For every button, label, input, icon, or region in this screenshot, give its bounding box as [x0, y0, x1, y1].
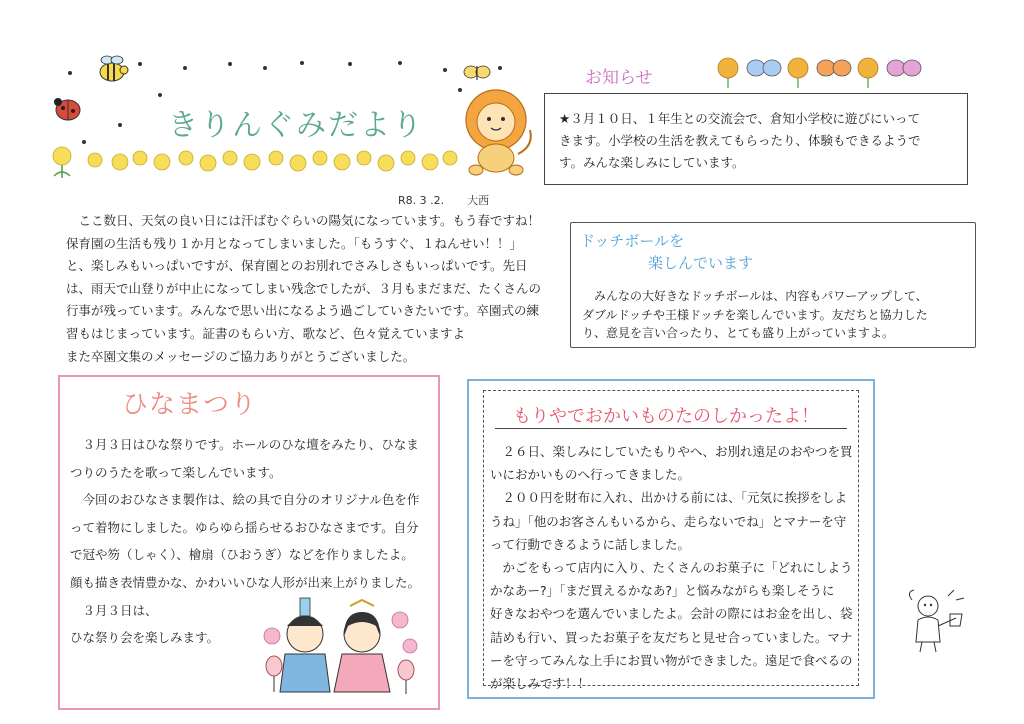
dodgeball-title-line1: ドッチボールを [580, 232, 685, 250]
dodgeball-line: ダブルドッチや王様ドッチを楽しんでいます。友だちと協力した [582, 307, 928, 322]
hinamatsuri-line: って着物にしました。ゆらゆら揺らせるおひなさまです。自分 [70, 519, 419, 535]
notice-box [544, 93, 968, 185]
hinamatsuri-title: ひなまつり [122, 390, 258, 420]
dodgeball-line: り、意見を言い合ったり、とても盛り上がっていますよ。 [582, 326, 895, 340]
lion-illustration [458, 86, 540, 178]
intro-line: また卒園文集のメッセージのご協力ありがとうございました。 [66, 348, 416, 364]
shopping-line: ２００円を財布に入れ、出かける前には、「元気に挨拶をしよ [502, 490, 848, 506]
flower-butterfly-row [712, 54, 922, 90]
hinamatsuri-line: で冠や笏（しゃく）、檜扇（ひおうぎ）などを作りましたよ。 [70, 547, 414, 563]
shopping-text [490, 440, 856, 695]
shopping-line: 詰めも行い、買ったお菓子を友だちと見せ合っていました。マナ [490, 629, 853, 645]
dodgeball-title-line2: 楽しんでいます [648, 254, 754, 272]
intro-text [66, 210, 566, 368]
ladybug-icon [54, 98, 80, 120]
issue-date [398, 192, 489, 208]
hinamatsuri-line: 顔も描き表情豊かな、かわいいひな人形が出来上がりました。 [70, 574, 421, 590]
flower-icon [718, 58, 878, 78]
hinamatsuri-line: つりのうたを歌って楽しんでいます。 [70, 464, 282, 480]
intro-line: 保育園の生活も残り１か月となってしまいました。「もうすぐ、１ねんせい！！」 [66, 235, 523, 251]
butterfly-icon [747, 60, 921, 76]
date-text: R8. 3 .2. [398, 194, 445, 207]
intro-line: 行事が残っています。みんなで思い出になるよう過ごしていきたいです。卒園式の練 [66, 303, 540, 319]
author-name: 大西 [467, 194, 490, 207]
intro-line: 習もはじまっています。証書のもらい方、歌など、色々覚えていますよ [66, 325, 466, 341]
dandelion-garland [53, 147, 457, 171]
hinamatsuri-line: 今回のおひなさま製作は、絵の具で自分のオリジナル色を作 [82, 492, 420, 508]
shopping-title: もりやでおかいものたのしかったよ！ [513, 406, 819, 427]
shopping-line: かなあー?」「まだ買えるかなあ?」と悩みながらも楽しそうに [490, 583, 835, 599]
shopping-line: が楽しみです！！ [490, 676, 591, 692]
notice-line: きます。小学校の生活を教えてもらったり、体験もできるようで [559, 133, 921, 148]
shopping-line: うね」「他のお客さんもいるから、走らないでね」とマナーを守 [490, 513, 847, 529]
shopping-line: ーを守ってみんな上手にお買い物ができました。遠足で食べるの [490, 652, 853, 668]
hinamatsuri-line: ひな祭り会を楽しみます。 [70, 630, 220, 646]
notice-line: ★３月１０日、１年生との交流会で、倉知小学校に遊びにいって [559, 111, 920, 126]
butterfly-icon [464, 66, 490, 80]
intro-line: と、楽しみもいっぱいですが、保育園とのお別れでさみしさもいっぱいです。先日 [66, 258, 528, 274]
shopping-line: 好きなおやつを選んでいましたよ。会計の際にはお金を出し、袋 [490, 606, 853, 622]
children-shopping-illustration [900, 586, 970, 656]
dodgeball-line: みんなの大好きなドッチボールは、内容もパワーアップして、 [594, 289, 928, 303]
ohina-sama-icon [334, 600, 390, 692]
notice-line: す。みんな楽しみにしています。 [559, 155, 745, 170]
hinamatsuri-line: ３月３日はひな祭りです。ホールのひな壇をみたり、ひなま [82, 437, 419, 452]
odairi-sama-icon [280, 598, 330, 692]
notice-title: お知らせ [585, 68, 653, 88]
shopping-title-underline [495, 428, 847, 429]
hina-dolls-illustration [258, 596, 426, 696]
shopping-line: ２６日、楽しみにしていたもりやへ、お別れ遠足のおやつを買 [502, 444, 853, 459]
shopping-line: いにおかいものへ行ってきました。 [490, 467, 691, 483]
page-title: きりんぐみだより [168, 108, 424, 143]
hinamatsuri-line: ３月３日は、 [82, 602, 158, 618]
intro-line: は、雨天で山登りが中止になってしまい残念でしたが、３月もまだまだ、たくさんの [66, 280, 542, 296]
shopping-line: って行動できるように話しました。 [490, 536, 691, 552]
intro-line: ここ数日、天気の良い日には汗ばむぐらいの陽気になっています。もう春ですね！ [78, 213, 541, 228]
shopping-line: かごをもって店内に入り、たくさんのお菓子に「どれにしよう [502, 560, 853, 576]
bee-icon [100, 56, 128, 81]
dodgeball-text [582, 287, 970, 343]
